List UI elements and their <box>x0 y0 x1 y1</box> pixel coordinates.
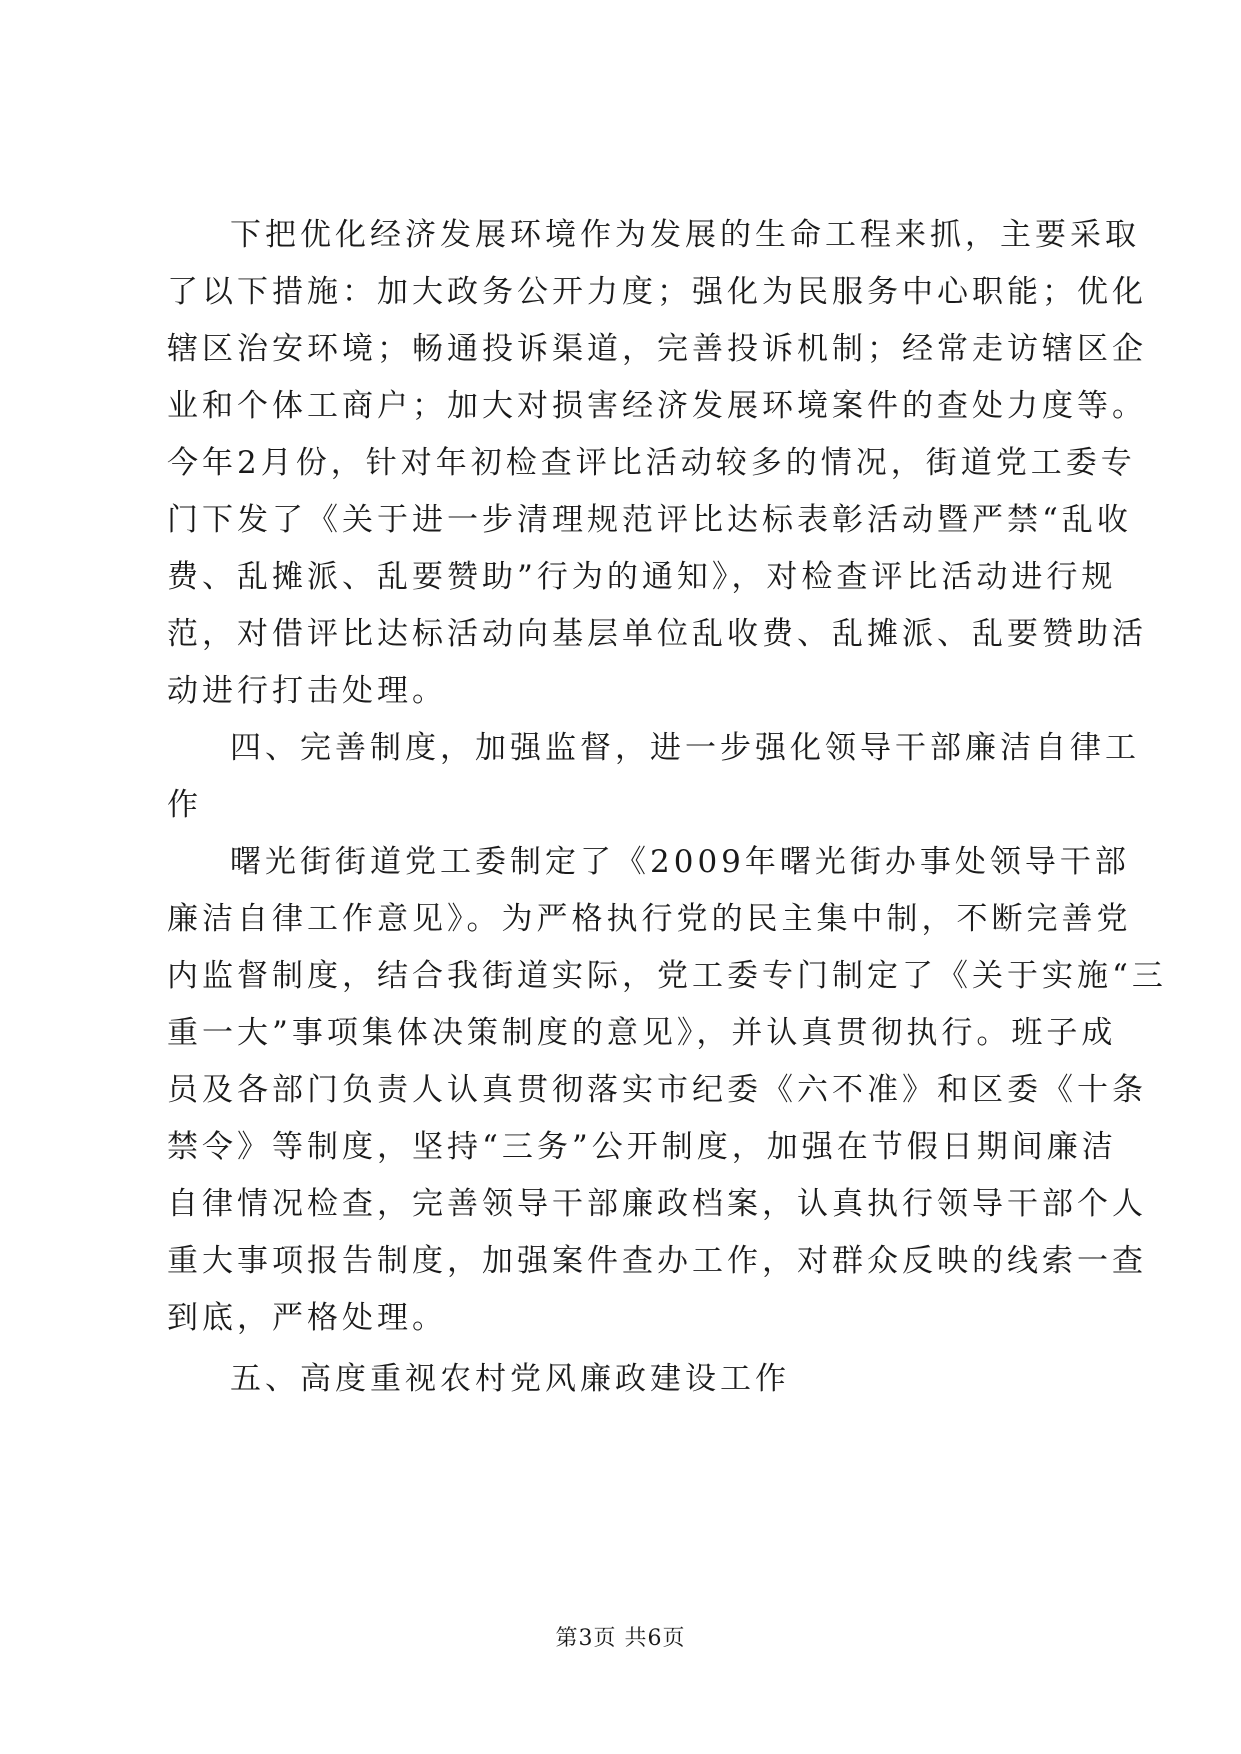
paragraph-line: 自律情况检查，完善领导干部廉政档案，认真执行领导干部个人 <box>167 1186 1147 1222</box>
paragraph-line: 业和个体工商户；加大对损害经济发展环境案件的查处力度等。 <box>167 388 1147 424</box>
section-heading: 五、高度重视农村党风廉政建设工作 <box>230 1361 790 1397</box>
page-number-footer: 第3页 共6页 <box>555 1626 686 1651</box>
paragraph-line: 重大事项报告制度，加强案件查办工作，对群众反映的线索一查 <box>167 1243 1147 1279</box>
paragraph-line: 员及各部门负责人认真贯彻落实市纪委《六不准》和区委《十条 <box>167 1072 1147 1108</box>
paragraph-line: 重一大”事项集体决策制度的意见》，并认真贯彻执行。班子成 <box>167 1015 1117 1051</box>
section-heading: 四、完善制度，加强监督，进一步强化领导干部廉洁自律工 <box>230 730 1140 766</box>
paragraph-line: 动进行打击处理。 <box>167 673 447 709</box>
paragraph-line: 今年2月份，针对年初检查评比活动较多的情况，街道党工委专 <box>167 445 1136 481</box>
paragraph-line: 下把优化经济发展环境作为发展的生命工程来抓，主要采取 <box>230 217 1140 253</box>
paragraph-line: 曙光街街道党工委制定了《2009年曙光街办事处领导干部 <box>230 844 1130 880</box>
paragraph-line: 范，对借评比达标活动向基层单位乱收费、乱摊派、乱要赞助活 <box>167 616 1147 652</box>
paragraph-line: 到底，严格处理。 <box>167 1300 447 1336</box>
paragraph-line: 费、乱摊派、乱要赞助”行为的通知》，对检查评比活动进行规 <box>167 559 1117 595</box>
paragraph-line: 禁令》等制度，坚持“三务”公开制度，加强在节假日期间廉洁 <box>167 1129 1117 1165</box>
paragraph-line: 廉洁自律工作意见》。为严格执行党的民主集中制，不断完善党 <box>167 901 1132 937</box>
paragraph-line: 辖区治安环境；畅通投诉渠道，完善投诉机制；经常走访辖区企 <box>167 331 1147 367</box>
section-heading-continued: 作 <box>167 787 202 823</box>
paragraph-line: 了以下措施：加大政务公开力度；强化为民服务中心职能；优化 <box>167 274 1147 310</box>
paragraph-line: 门下发了《关于进一步清理规范评比达标表彰活动暨严禁“乱收 <box>167 502 1132 538</box>
paragraph-line: 内监督制度，结合我街道实际，党工委专门制定了《关于实施“三 <box>167 958 1167 994</box>
